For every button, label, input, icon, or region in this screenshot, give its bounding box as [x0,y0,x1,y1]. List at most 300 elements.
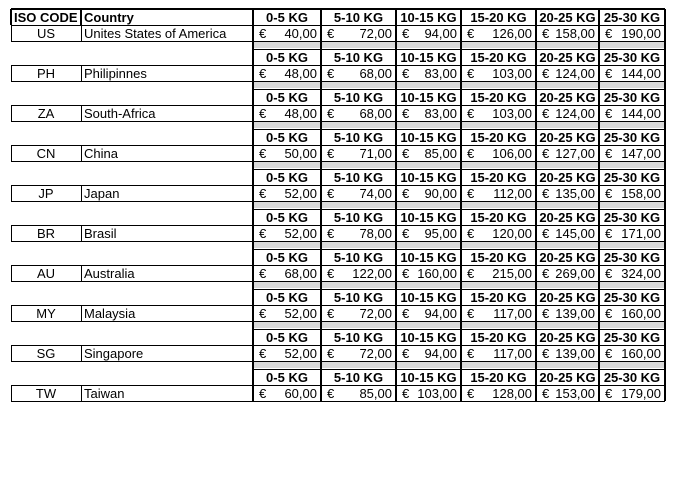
row-separator [253,82,665,88]
grid-line [460,145,462,161]
grid-line [320,209,322,225]
grid-line [598,329,600,345]
grid-line [11,65,12,81]
price-value: 78,00 [359,225,392,241]
grid-line [598,225,600,241]
price-value: 112,00 [493,185,532,201]
price-value: 158,00 [621,185,661,201]
weight-range-header: 5-10 KG [333,49,384,65]
currency-symbol: € [327,225,335,241]
grid-line [252,281,254,289]
weight-range-header: 15-20 KG [470,89,527,105]
iso-code-cell: CN [36,145,56,161]
grid-line [664,345,666,361]
weight-range-header: 0-5 KG [266,209,308,225]
grid-line [253,49,665,50]
price-value: 128,00 [492,385,532,401]
currency-symbol: € [605,65,613,81]
currency-symbol: € [402,345,410,361]
iso-code-cell: ZA [37,105,55,121]
grid-line [11,345,665,346]
grid-line [664,161,666,169]
grid-line [253,249,665,250]
price-cell [461,25,536,41]
price-value: 190,00 [621,25,661,41]
weight-range-header: 10-15 KG [400,369,457,385]
price-value: 68,00 [284,265,317,281]
grid-line [320,161,322,169]
country-cell: Brasil [84,225,117,241]
grid-line [320,369,322,385]
grid-line [535,145,537,161]
grid-line [598,25,600,41]
weight-range-header: 15-20 KG [470,369,527,385]
currency-symbol: € [402,145,410,161]
weight-range-header: 0-5 KG [266,169,308,185]
grid-line [320,121,322,129]
grid-line [320,321,322,329]
price-value: 74,00 [359,185,392,201]
currency-symbol: € [467,105,475,121]
grid-line [664,185,666,201]
grid-line [598,361,600,369]
grid-line [535,321,537,329]
country-cell: Japan [84,185,120,201]
grid-line [535,345,537,361]
grid-line [11,225,12,241]
price-cell [536,225,599,241]
grid-line [535,249,537,265]
country-cell: Philipinnes [84,65,147,81]
grid-line [253,209,665,210]
price-value: 94,00 [424,25,457,41]
price-value: 52,00 [284,305,317,321]
weight-range-header: 5-10 KG [333,369,384,385]
weight-range-header: 5-10 KG [333,169,384,185]
grid-line [535,289,537,305]
grid-line [395,305,397,321]
currency-symbol: € [467,25,475,41]
currency-symbol: € [542,185,550,201]
grid-line [664,321,666,329]
price-cell [396,305,461,321]
price-cell [321,105,396,121]
price-value: 48,00 [284,105,317,121]
price-cell [536,145,599,161]
grid-line [535,361,537,369]
weight-range-header: 10-15 KG [400,329,457,345]
grid-line [320,145,322,161]
iso-code-cell: AU [36,265,56,281]
price-cell [396,385,461,401]
weight-range-header: 5-10 KG [333,89,384,105]
grid-line [664,369,666,385]
grid-line [535,385,537,401]
grid-line [320,65,322,81]
grid-line [598,281,600,289]
grid-line [252,385,254,401]
grid-line [535,9,537,25]
price-cell [253,265,321,281]
price-cell [253,345,321,361]
currency-symbol: € [402,25,410,41]
grid-line [395,49,397,65]
currency-symbol: € [605,225,613,241]
country-cell: Malaysia [84,305,136,321]
price-cell [461,345,536,361]
grid-line [11,385,665,386]
price-value: 117,00 [493,345,532,361]
currency-symbol: € [327,265,335,281]
price-cell [536,305,599,321]
price-cell [396,25,461,41]
grid-line [252,241,254,249]
grid-line [598,161,600,169]
price-value: 179,00 [621,385,661,401]
price-cell [599,105,665,121]
currency-symbol: € [402,265,410,281]
currency-symbol: € [467,345,475,361]
grid-line [598,321,600,329]
grid-line [664,49,666,65]
price-cell [461,225,536,241]
price-cell [461,145,536,161]
currency-symbol: € [402,305,410,321]
price-cell [253,225,321,241]
row-separator [253,282,665,288]
grid-line [598,81,600,89]
grid-line [320,361,322,369]
price-cell [599,385,665,401]
currency-symbol: € [605,145,613,161]
grid-line [460,161,462,169]
grid-line [320,89,322,105]
grid-line [252,121,254,129]
grid-line [664,25,666,41]
iso-code-cell: US [36,25,56,41]
weight-range-header: 5-10 KG [333,289,384,305]
row-separator [253,322,665,328]
weight-range-header: 0-5 KG [266,249,308,265]
iso-code-cell: JP [38,185,54,201]
grid-line [598,89,600,105]
grid-line [460,265,462,281]
grid-line [395,241,397,249]
weight-range-header: 25-30 KG [603,369,661,385]
currency-symbol: € [259,145,267,161]
price-cell [321,145,396,161]
grid-line [460,281,462,289]
grid-line [598,121,600,129]
grid-line [395,201,397,209]
grid-line [535,265,537,281]
grid-line [598,105,600,121]
price-cell [599,185,665,201]
grid-line [395,185,397,201]
currency-symbol: € [327,145,335,161]
grid-line [460,305,462,321]
country-cell: Australia [84,265,135,281]
iso-code-cell: SG [36,345,56,361]
grid-line [395,289,397,305]
grid-line [664,209,666,225]
currency-symbol: € [542,105,550,121]
grid-line [11,25,12,41]
currency-symbol: € [259,385,267,401]
grid-line [252,145,254,161]
price-value: 72,00 [359,345,392,361]
price-cell [599,145,665,161]
price-value: 72,00 [359,305,392,321]
weight-range-header: 15-20 KG [470,9,527,25]
weight-range-header: 10-15 KG [400,249,457,265]
grid-line [535,169,537,185]
grid-line [252,49,254,65]
price-value: 324,00 [621,265,661,281]
grid-line [320,129,322,145]
grid-line [252,289,254,305]
grid-line [11,265,12,281]
grid-line [11,105,665,106]
grid-line [535,185,537,201]
price-cell [253,105,321,121]
weight-range-header: 5-10 KG [333,129,384,145]
currency-symbol: € [605,185,613,201]
grid-line [395,281,397,289]
grid-line [395,145,397,161]
price-cell [536,265,599,281]
grid-line [395,81,397,89]
grid-line [664,41,666,49]
grid-line [395,361,397,369]
grid-line [460,225,462,241]
price-cell [321,345,396,361]
weight-range-header: 20-25 KG [539,129,596,145]
currency-symbol: € [542,145,550,161]
grid-line [598,265,600,281]
grid-line [11,8,665,10]
price-value: 103,00 [417,385,457,401]
grid-line [81,265,82,281]
currency-symbol: € [259,345,267,361]
weight-range-header: 15-20 KG [470,49,527,65]
grid-line [395,209,397,225]
weight-range-header: 20-25 KG [539,249,596,265]
currency-symbol: € [542,65,550,81]
grid-line [460,105,462,121]
grid-line [664,225,666,241]
currency-symbol: € [402,225,410,241]
grid-line [460,41,462,49]
currency-symbol: € [467,265,475,281]
grid-line [535,89,537,105]
grid-line [320,289,322,305]
grid-line [460,121,462,129]
grid-line [535,241,537,249]
country-cell: Singapore [84,345,144,361]
weight-range-header: 25-30 KG [603,9,661,25]
currency-symbol: € [402,385,410,401]
weight-range-header: 25-30 KG [603,289,661,305]
price-value: 171,00 [621,225,661,241]
price-value: 144,00 [621,65,661,81]
currency-symbol: € [542,385,550,401]
grid-line [664,385,666,401]
grid-line [598,241,600,249]
price-cell [321,65,396,81]
grid-line [320,241,322,249]
weight-range-header: 0-5 KG [266,89,308,105]
price-value: 160,00 [417,265,457,281]
currency-symbol: € [605,345,613,361]
price-value: 68,00 [359,105,392,121]
price-cell [599,345,665,361]
row-separator [253,42,665,48]
price-value: 103,00 [492,105,532,121]
currency-symbol: € [259,185,267,201]
grid-line [535,305,537,321]
currency-symbol: € [327,385,335,401]
grid-line [598,289,600,305]
grid-line [460,385,462,401]
weight-range-header: 25-30 KG [603,89,661,105]
price-cell [396,225,461,241]
currency-symbol: € [542,305,550,321]
grid-line [320,169,322,185]
price-cell [461,105,536,121]
weight-range-header: 0-5 KG [266,329,308,345]
country-cell: China [84,145,118,161]
grid-line [664,9,666,25]
weight-range-header: 0-5 KG [266,49,308,65]
weight-range-header: 5-10 KG [333,249,384,265]
grid-line [253,369,665,370]
grid-line [664,361,666,369]
grid-line [535,25,537,41]
currency-symbol: € [259,105,267,121]
price-value: 144,00 [621,105,661,121]
grid-line [460,81,462,89]
weight-range-header: 25-30 KG [603,249,661,265]
grid-line [320,41,322,49]
grid-line [81,65,82,81]
grid-line [460,329,462,345]
grid-line [535,161,537,169]
weight-range-header: 0-5 KG [266,9,308,25]
currency-symbol: € [327,105,335,121]
weight-range-header: 10-15 KG [400,89,457,105]
price-value: 269,00 [555,265,595,281]
weight-range-header: 10-15 KG [400,209,457,225]
price-value: 40,00 [284,25,317,41]
grid-line [535,105,537,121]
grid-line [11,105,12,121]
grid-line [460,289,462,305]
grid-line [252,89,254,105]
grid-line [664,145,666,161]
grid-line [320,25,322,41]
grid-line [252,201,254,209]
price-value: 60,00 [284,385,317,401]
grid-line [460,129,462,145]
country-cell: Unites States of America [84,25,227,41]
grid-line [598,185,600,201]
price-value: 160,00 [621,305,661,321]
price-cell [599,305,665,321]
grid-line [252,321,254,329]
grid-line [395,129,397,145]
grid-line [252,361,254,369]
price-value: 215,00 [492,265,532,281]
currency-symbol: € [402,185,410,201]
grid-line [252,65,254,81]
price-value: 85,00 [359,385,392,401]
currency-symbol: € [542,345,550,361]
grid-line [11,185,12,201]
grid-line [11,145,665,146]
weight-range-header: 10-15 KG [400,289,457,305]
price-value: 72,00 [359,25,392,41]
grid-line [252,265,254,281]
weight-range-header: 20-25 KG [539,209,596,225]
currency-symbol: € [259,65,267,81]
weight-range-header: 25-30 KG [603,329,661,345]
price-value: 153,00 [555,385,595,401]
price-value: 139,00 [555,345,595,361]
grid-line [395,369,397,385]
grid-line [460,241,462,249]
weight-range-header: 0-5 KG [266,289,308,305]
grid-line [11,401,665,402]
price-cell [396,345,461,361]
grid-line [252,329,254,345]
price-cell [536,345,599,361]
grid-line [535,369,537,385]
grid-line [252,9,254,25]
weight-range-header: 10-15 KG [400,49,457,65]
currency-symbol: € [467,65,475,81]
weight-range-header: 25-30 KG [603,49,661,65]
currency-symbol: € [259,225,267,241]
currency-symbol: € [467,145,475,161]
price-cell [321,225,396,241]
price-cell [461,185,536,201]
currency-symbol: € [542,225,550,241]
grid-line [664,105,666,121]
currency-symbol: € [259,305,267,321]
grid-line [320,305,322,321]
row-separator [253,202,665,208]
weight-range-header: 20-25 KG [539,49,596,65]
grid-line [598,209,600,225]
grid-line [81,185,82,201]
weight-range-header: 20-25 KG [539,89,596,105]
grid-line [252,41,254,49]
grid-line [395,9,397,25]
weight-range-header: 0-5 KG [266,369,308,385]
grid-line [664,121,666,129]
weight-range-header: 25-30 KG [603,209,661,225]
weight-range-header: 15-20 KG [470,209,527,225]
grid-line [598,305,600,321]
grid-line [253,169,665,170]
currency-symbol: € [327,25,335,41]
price-value: 83,00 [424,105,457,121]
grid-line [460,201,462,209]
grid-line [460,209,462,225]
price-value: 103,00 [492,65,532,81]
grid-line [460,49,462,65]
